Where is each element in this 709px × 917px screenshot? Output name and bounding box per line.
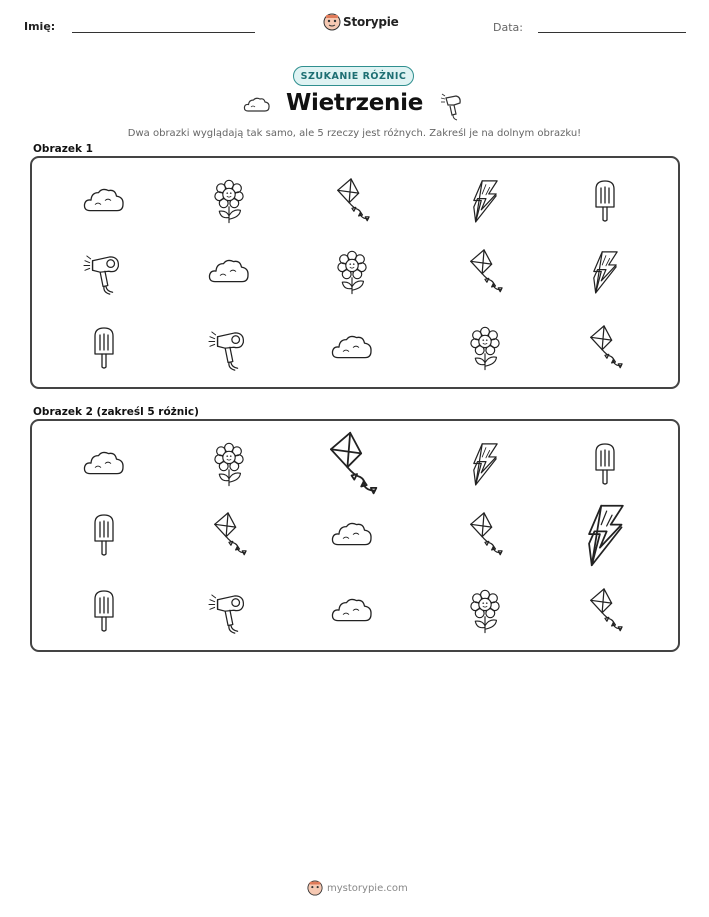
date-line[interactable]	[538, 32, 686, 33]
kite-icon[interactable]	[210, 511, 248, 559]
flower-icon	[470, 326, 500, 371]
popsicle-icon	[594, 179, 616, 223]
kite-icon[interactable]	[586, 587, 624, 635]
activity-badge: SZUKANIE RÓŻNIC	[293, 66, 414, 86]
cloud-icon	[82, 183, 126, 218]
lightning-icon[interactable]	[471, 442, 499, 487]
cloud-icon	[330, 330, 374, 365]
popsicle-icon	[93, 326, 115, 370]
date-label: Data:	[493, 21, 523, 34]
flower-icon	[214, 179, 244, 224]
cloud-icon[interactable]	[330, 517, 374, 552]
popsicle-icon[interactable]	[93, 589, 115, 633]
brand-name: Storypie	[343, 15, 399, 29]
title-hairdryer-icon	[440, 92, 466, 126]
hairdryer-icon[interactable]	[208, 586, 250, 636]
kite-icon	[586, 324, 624, 372]
kite-icon	[466, 248, 504, 296]
popsicle-icon[interactable]	[594, 442, 616, 486]
picture-2-label: Obrazek 2 (zakreśl 5 różnic)	[33, 406, 199, 418]
flower-icon	[337, 250, 367, 295]
cloud-icon	[207, 254, 251, 289]
cloud-icon[interactable]	[82, 446, 126, 481]
hairdryer-icon	[83, 247, 125, 297]
flower-icon[interactable]	[214, 442, 244, 487]
page-title: Wietrzenie	[285, 90, 424, 116]
picture-1-label: Obrazek 1	[33, 143, 93, 155]
kite-icon[interactable]	[324, 430, 379, 499]
picture-2-panel[interactable]	[30, 419, 680, 652]
footer-logo-icon	[307, 880, 323, 896]
picture-1-panel	[30, 156, 680, 389]
kite-icon	[333, 177, 371, 225]
flower-icon[interactable]	[470, 589, 500, 634]
lightning-icon	[591, 250, 619, 295]
instructions: Dwa obrazki wyglądają tak samo, ale 5 rzeczy jest różnych. Zakreśl je na dolnym obrazku!	[127, 128, 582, 139]
lightning-icon[interactable]	[585, 503, 626, 568]
kite-icon[interactable]	[466, 511, 504, 559]
lightning-icon	[471, 179, 499, 224]
storypie-logo-icon	[323, 13, 341, 31]
cloud-icon[interactable]	[330, 593, 374, 628]
name-label: Imię:	[24, 20, 56, 33]
popsicle-icon[interactable]	[93, 513, 115, 557]
hairdryer-icon	[208, 323, 250, 373]
name-line[interactable]	[72, 32, 255, 33]
footer-url: mystorypie.com	[327, 883, 408, 894]
